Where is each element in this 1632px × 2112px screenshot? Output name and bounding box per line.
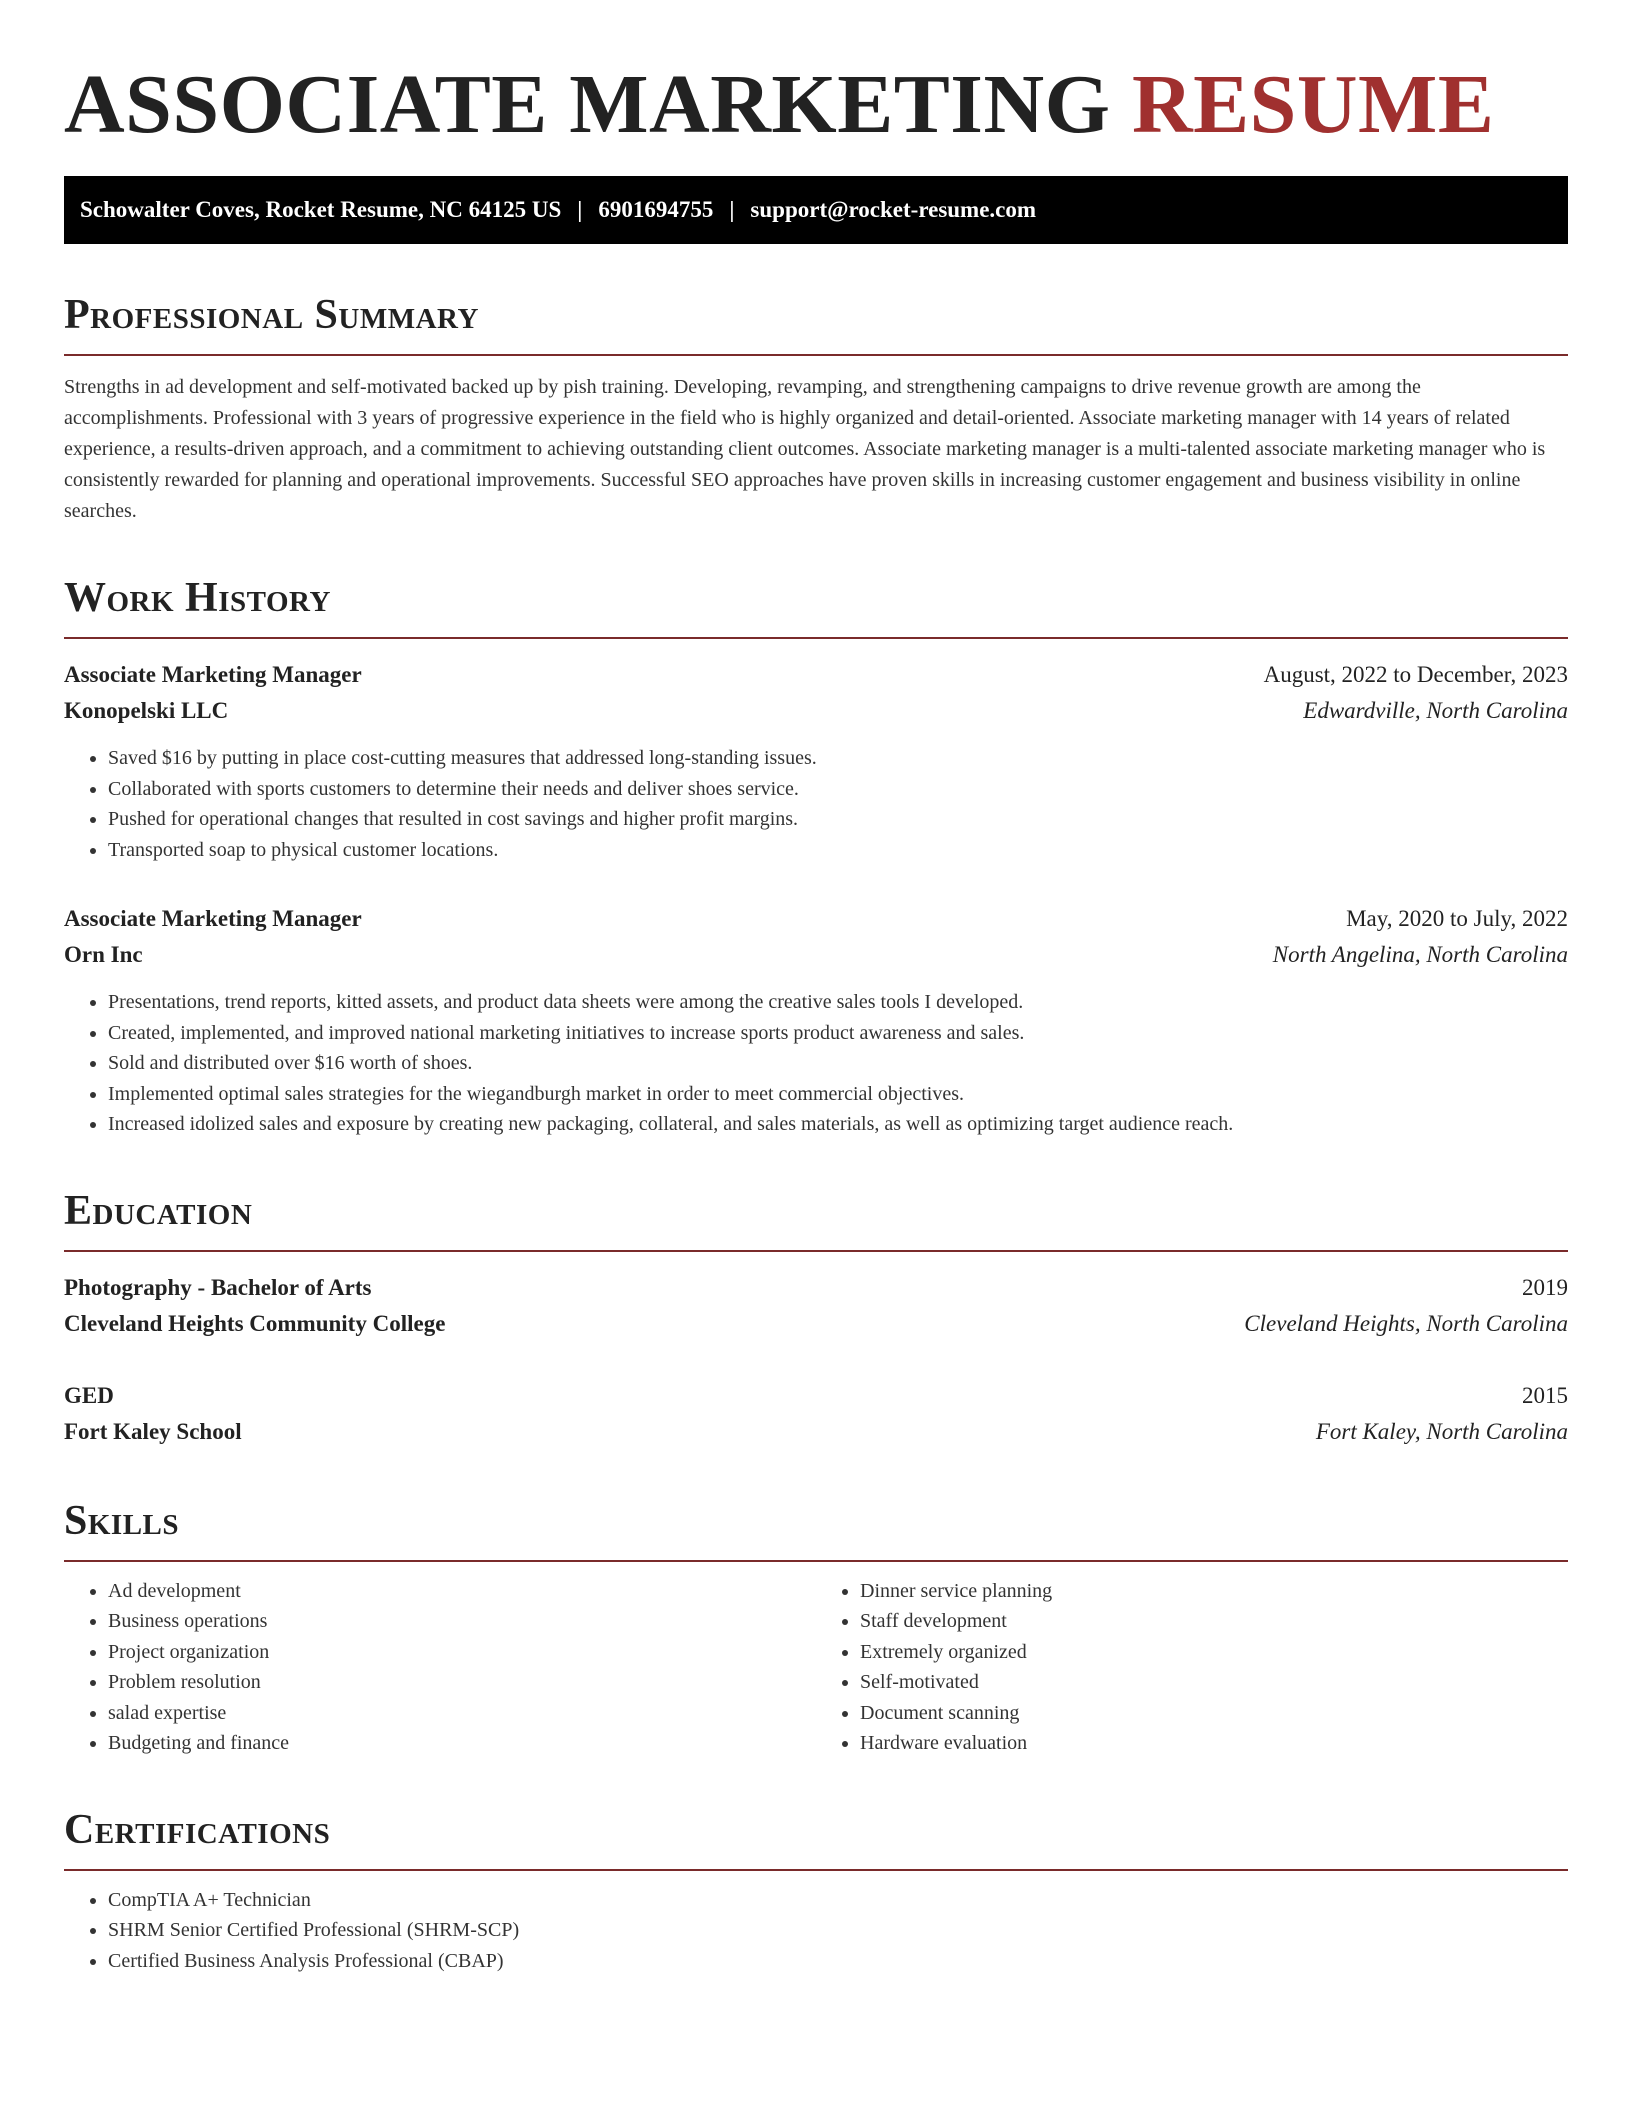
job-entry <box>64 901 1568 1140</box>
skill-item: • Document scanning <box>860 1698 1568 1729</box>
skill-item: • Staff development <box>860 1606 1568 1637</box>
certifications-list <box>64 1885 1568 1977</box>
contact-phone: 6901694755 <box>598 197 714 222</box>
section-title-education: Education <box>64 1187 253 1234</box>
education-school: Fort Kaley School <box>64 1418 242 1444</box>
job-bullet: • Transported soap to physical customer locations. <box>108 835 1568 866</box>
skills-grid <box>64 1576 1568 1759</box>
education-entry <box>64 1270 1568 1342</box>
contact-separator: | <box>729 197 735 222</box>
education-section <box>64 1186 1568 1450</box>
skills-list-right <box>816 1576 1568 1759</box>
section-divider <box>64 1869 1568 1871</box>
job-company: Konopelski LLC <box>64 698 229 723</box>
job-header <box>64 901 1568 937</box>
certifications-section <box>64 1805 1568 1977</box>
job-bullet: • Collaborated with sports customers to determine their needs and deliver shoes service. <box>108 774 1568 805</box>
section-title-certifications: Certifications <box>64 1806 331 1853</box>
education-school: Cleveland Heights Community College <box>64 1310 446 1336</box>
certification-item: • CompTIA A+ Technician <box>108 1885 1568 1916</box>
job-bullets <box>64 987 1568 1140</box>
section-divider <box>64 354 1568 356</box>
education-location: Fort Kaley, North Carolina <box>1315 1418 1568 1444</box>
job-bullets <box>64 743 1568 865</box>
skill-item: • Dinner service planning <box>860 1576 1568 1607</box>
skills-section <box>64 1496 1568 1759</box>
contact-email: support@rocket-resume.com <box>750 197 1037 222</box>
job-role: Associate Marketing Manager <box>64 906 362 931</box>
skill-item: • Business operations <box>108 1606 816 1637</box>
job-header <box>64 657 1568 693</box>
section-divider <box>64 637 1568 639</box>
skill-item: • Problem resolution <box>108 1667 816 1698</box>
education-degree: Photography - Bachelor of Arts <box>64 1274 372 1300</box>
education-location: Cleveland Heights, North Carolina <box>1244 1310 1568 1336</box>
resume-title <box>64 50 1568 160</box>
education-subheader <box>64 1414 1568 1450</box>
skill-item: • Ad development <box>108 1576 816 1607</box>
education-entry <box>64 1378 1568 1450</box>
certification-item: • SHRM Senior Certified Professional (SHRM-SCP) <box>108 1915 1568 1946</box>
summary-section <box>64 290 1568 527</box>
job-subheader <box>64 937 1568 973</box>
section-title-summary: Professional Summary <box>64 292 479 338</box>
contact-separator: | <box>577 197 583 222</box>
work-history-section <box>64 573 1568 1140</box>
job-company: Orn Inc <box>64 942 143 967</box>
education-year: 2015 <box>1522 1382 1568 1408</box>
job-location: Edwardville, North Carolina <box>1303 698 1568 723</box>
skill-item: • Extremely organized <box>860 1637 1568 1668</box>
skill-item: • Hardware evaluation <box>860 1728 1568 1759</box>
education-header <box>64 1270 1568 1306</box>
job-bullet: • Saved $16 by putting in place cost-cutting measures that addressed long-standing issues. <box>108 743 1568 774</box>
education-subheader <box>64 1306 1568 1342</box>
education-year: 2019 <box>1522 1274 1568 1300</box>
education-header <box>64 1378 1568 1414</box>
skill-item: • salad expertise <box>108 1698 816 1729</box>
section-title-skills: Skills <box>64 1497 180 1544</box>
resume-title-accent: RESUME <box>1131 58 1495 151</box>
job-bullet: • Implemented optimal sales strategies for the wiegandburgh market in order to meet commercial objectives. <box>108 1079 1568 1110</box>
section-title-work-history: Work History <box>64 575 331 621</box>
education-degree: GED <box>64 1382 114 1408</box>
job-bullet: • Presentations, trend reports, kitted assets, and product data sheets were among the creative sales tools I developed. <box>108 987 1568 1018</box>
job-subheader <box>64 693 1568 729</box>
certification-item: • Certified Business Analysis Professional (CBAP) <box>108 1946 1568 1977</box>
skill-item: • Budgeting and finance <box>108 1728 816 1759</box>
skill-item: • Project organization <box>108 1637 816 1668</box>
job-bullet: • Sold and distributed over $16 worth of shoes. <box>108 1048 1568 1079</box>
summary-text: Strengths in ad development and self-motivated backed up by pish training. Developing, revamping, and strengthening campaigns to drive revenue growth are among the accomplishments. Professional with 3 years of progressive experience in the field who is highly organized and detail-oriented. Associate marketing manager with 14 years of related experience, a results-driven approach, and a commitment to achieving outstanding client outcomes. Associate marketing manager is a multi-talented associate marketing manager who is consistently rewarded for planning and operational improvements. Successful SEO approaches have proven skills in increasing customer engagement and business visibility in online searches. <box>64 376 1546 522</box>
skills-list-left <box>64 1576 816 1759</box>
contact-address: Schowalter Coves, Rocket Resume, NC 64125 US <box>80 197 562 222</box>
job-bullet: • Pushed for operational changes that resulted in cost savings and higher profit margins. <box>108 804 1568 835</box>
skill-item: • Self-motivated <box>860 1667 1568 1698</box>
contact-bar <box>64 176 1568 244</box>
job-location: North Angelina, North Carolina <box>1272 942 1568 967</box>
job-bullet: • Created, implemented, and improved national marketing initiatives to increase sports product awareness and sales. <box>108 1018 1568 1049</box>
job-role: Associate Marketing Manager <box>64 662 362 687</box>
job-dates: May, 2020 to July, 2022 <box>1346 906 1568 931</box>
job-dates: August, 2022 to December, 2023 <box>1263 662 1568 687</box>
resume-title-main: ASSOCIATE MARKETING <box>64 58 1111 151</box>
section-divider <box>64 1560 1568 1562</box>
section-divider <box>64 1250 1568 1252</box>
job-bullet: • Increased idolized sales and exposure by creating new packaging, collateral, and sales materials, as well as optimizing target audience reach. <box>108 1109 1568 1140</box>
job-entry <box>64 657 1568 865</box>
